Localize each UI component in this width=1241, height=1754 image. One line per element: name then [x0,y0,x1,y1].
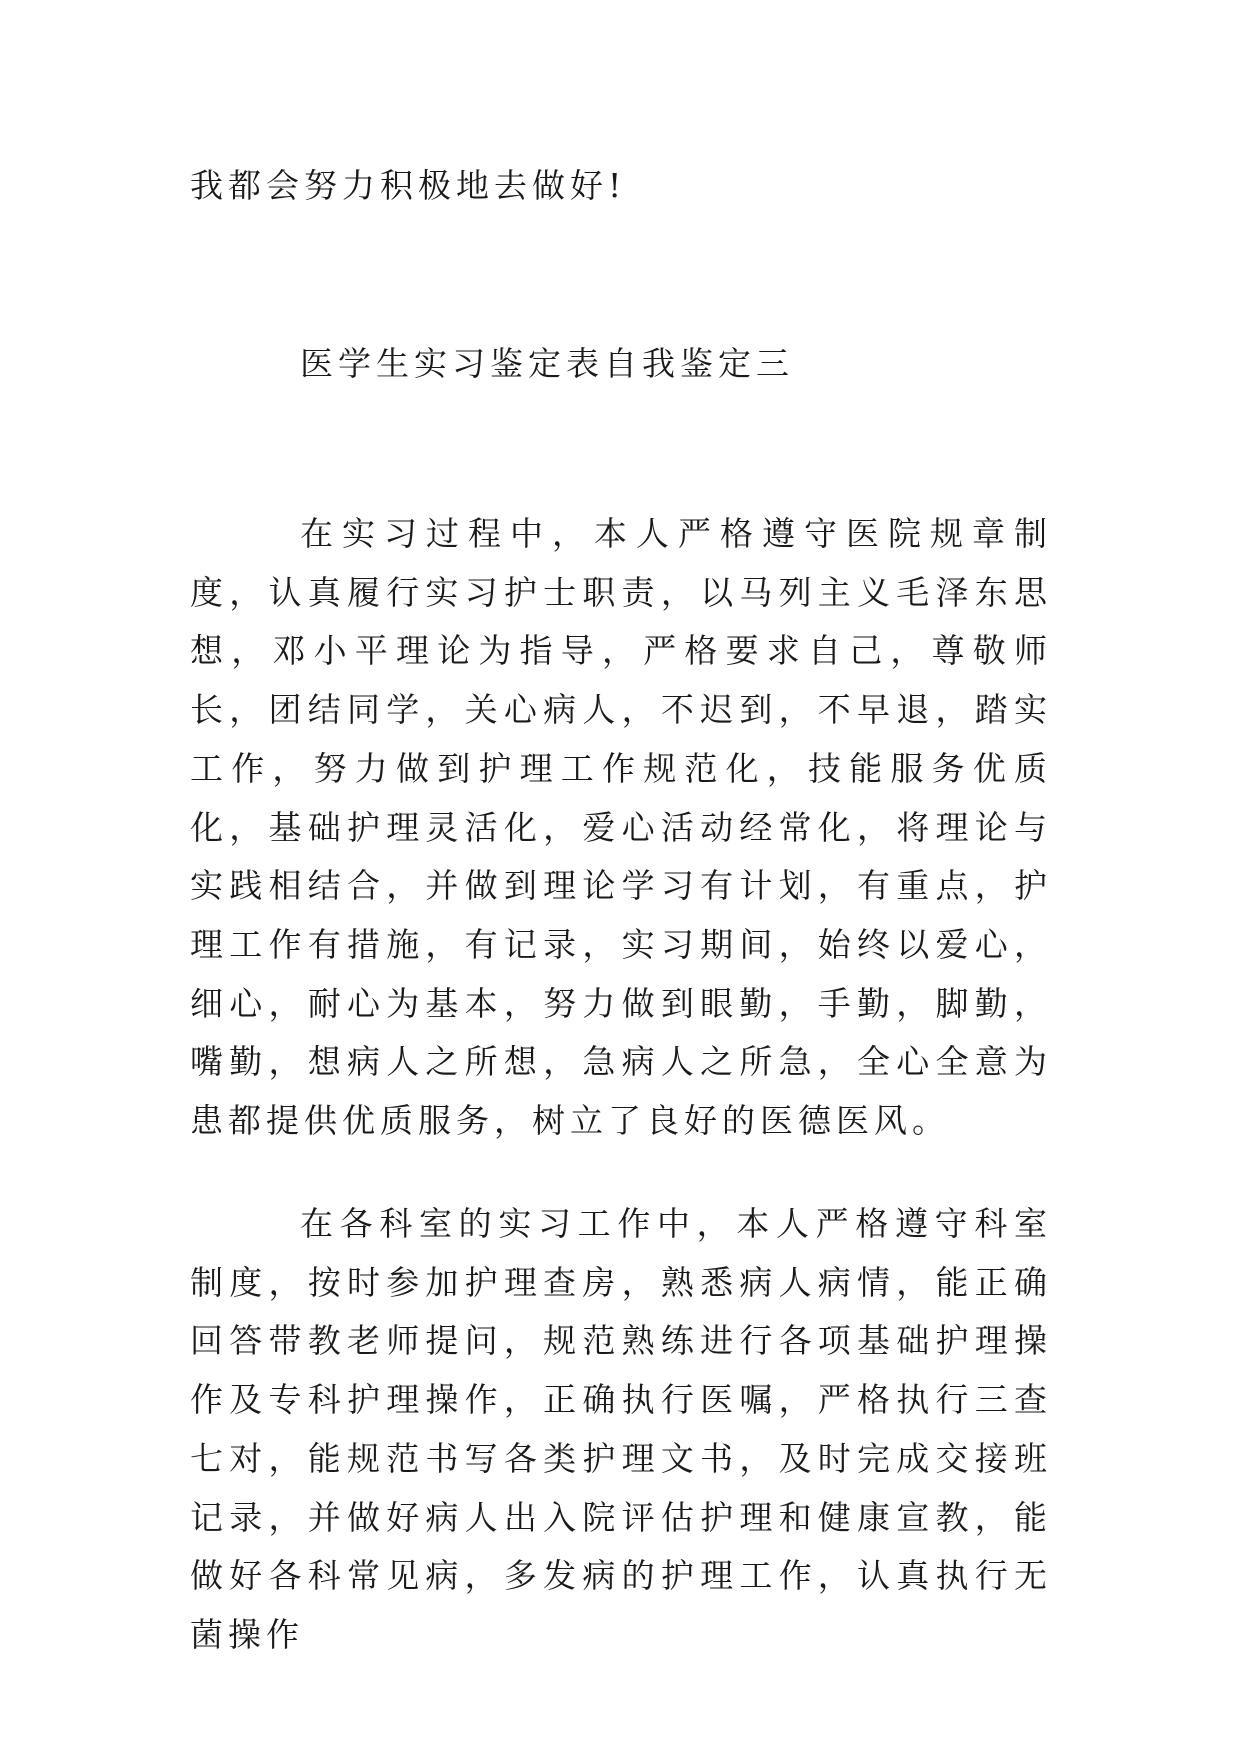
section-title: 医学生实习鉴定表自我鉴定三 [300,344,794,383]
body-paragraph-1: 在实习过程中，本人严格遵守医院规章制度，认真履行实习护士职责，以马列主义毛泽东思想，邓小平理论为指导，严格要求自己，尊敬师长，团结同学，关心病人，不迟到，不早退，踏实工作，努力做到护理工作规范化，技能服务优质化，基础护理灵活化，爱心活动经常化，将理论与实践相结合，并做到理论学习有计划，有重点，护理工作有措施，有记录，实习期间，始终以爱心，细心，耐心为基本，努力做到眼勤，手勤，脚勤，嘴勤，想病人之所想，急病人之所急，全心全意为患都提供优质服务，树立了良好的医德医风。 [190,514,1052,1141]
body-paragraph-2: 在各科室的实习工作中，本人严格遵守科室制度，按时参加护理查房，熟悉病人病情，能正确回答带教老师提问，规范熟练进行各项基础护理操作及专科护理操作，正确执行医嘱，严格执行三查七对，能规范书写各类护理文书，及时完成交接班记录，并做好病人出入院评估护理和健康宣教，能做好各科常见病，多发病的护理工作，认真执行无菌操作 [190,1204,1052,1654]
opening-line: 我都会努力积极地去做好! [190,166,627,205]
